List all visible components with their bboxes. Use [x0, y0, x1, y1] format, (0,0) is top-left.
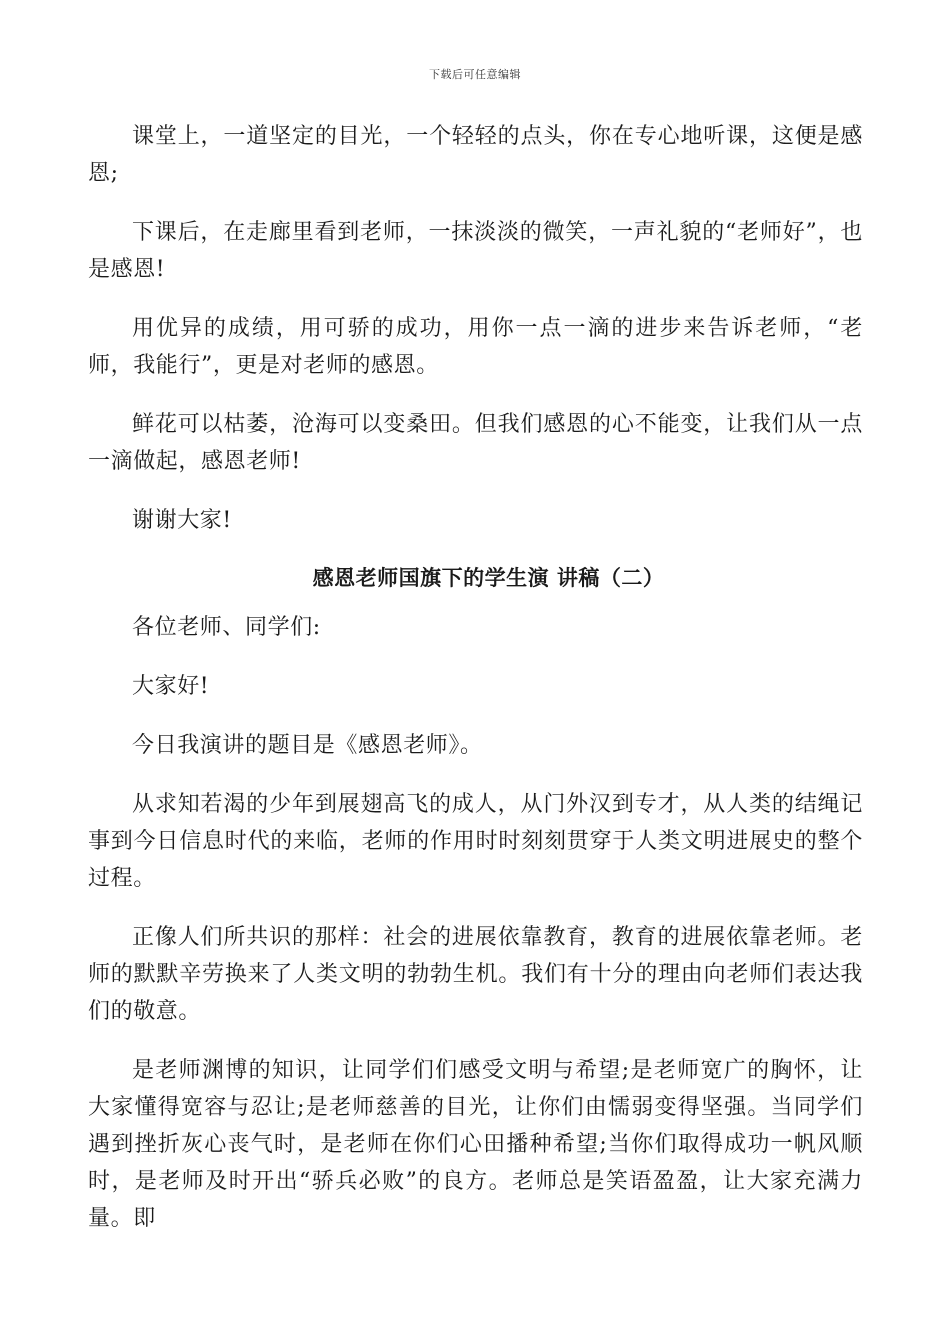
document-body	[88, 118, 863, 1259]
paragraph: 课堂上，一道坚定的目光，一个轻轻的点头，你在专心地听课，这便是感恩;	[88, 124, 863, 186]
paragraph: 正像人们所共识的那样：社会的进展依靠教育，教育的进展依靠老师。老师的默默辛劳换来了人类文明的勃勃生机。我们有十分的理由向老师们表达我们的敬意。	[88, 925, 863, 1024]
section-title: 感恩老师国旗下的学生演 讲稿（二）	[312, 566, 665, 590]
paragraph: 大家好!	[132, 674, 210, 699]
paragraph: 是老师渊博的知识，让同学们们感受文明与希望;是老师宽广的胸怀，让大家懂得宽容与忍让;是老师慈善的目光，让你们由懦弱变得坚强。当同学们遇到挫折灰心丧气时，是老师在你们心田播种希望;当你们取得成功一帆风顺时，是老师及时开出“骄兵必败”的良方。老师总是笑语盈盈，让大家充满力量。即	[88, 1058, 863, 1231]
paragraph: 鲜花可以枯萎，沧海可以变桑田。但我们感恩的心不能变，让我们从一点一滴做起，感恩老师!	[88, 412, 863, 474]
paragraph: 谢谢大家!	[132, 508, 232, 533]
paragraph: 从求知若渴的少年到展翅高飞的成人，从门外汉到专才，从人类的结绳记事到今日信息时代的来临，老师的作用时时刻刻贯穿于人类文明进展史的整个过程。	[88, 792, 863, 891]
page-header: 下载后可任意编辑	[429, 68, 521, 81]
paragraph: 用优异的成绩，用可骄的成功，用你一点一滴的进步来告诉老师，“老师，我能行”，更是对老师的感恩。	[88, 316, 863, 378]
paragraph: 各位老师、同学们:	[132, 615, 321, 640]
paragraph: 下课后，在走廊里看到老师，一抹淡淡的微笑，一声礼貌的“老师好”，也是感恩!	[88, 220, 863, 282]
paragraph: 今日我演讲的题目是《感恩老师》。	[132, 733, 483, 758]
